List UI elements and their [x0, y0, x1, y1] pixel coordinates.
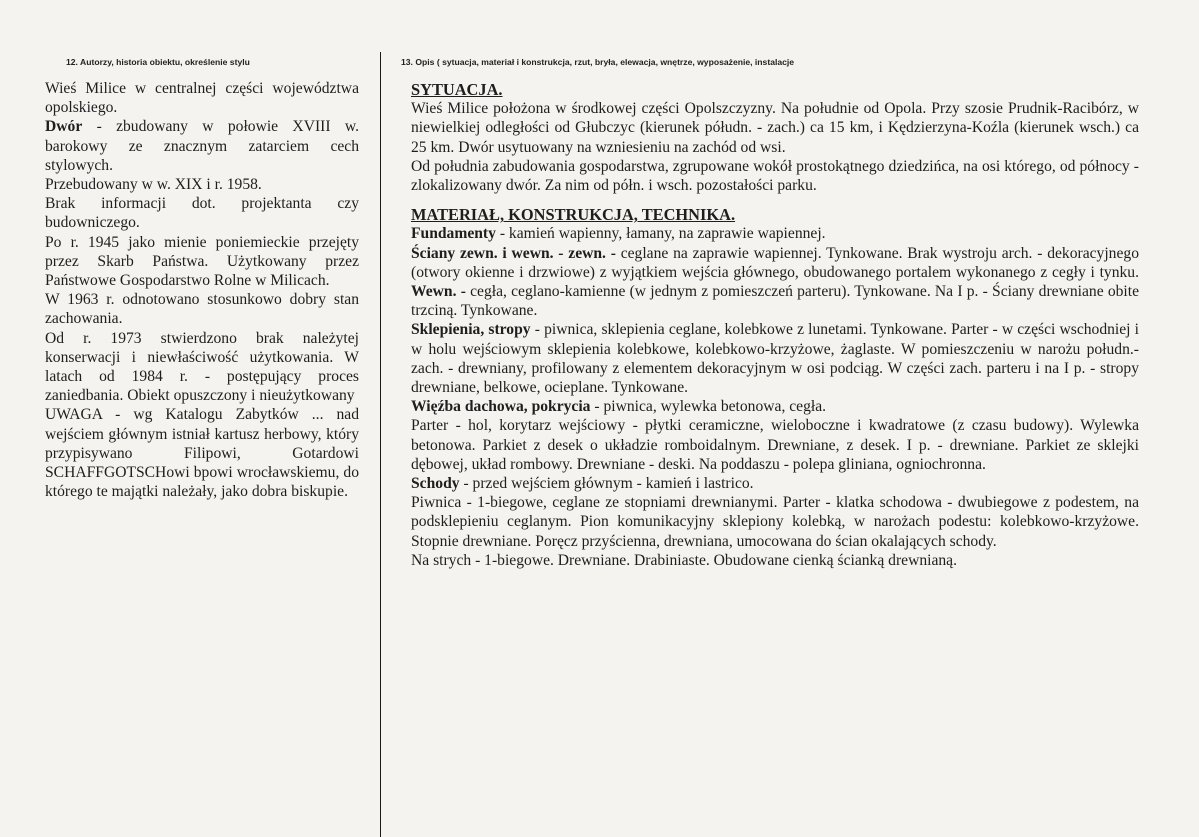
section-13-header: 13. Opis ( sytuacja, materiał i konstrukcja, rzut, bryła, elewacja, wnętrze, wyposażenie, instalacje — [401, 57, 795, 67]
sklepienia-text: - piwnica, sklepienia ceglane, kolebkowe z lunetami. Tynkowane. Parter - w części wschodniej i w holu wejściowym sklepienia kolebkowe, kolebkowo-krzyżowe, żaglaste. W pomieszczeniu w narożu połudn.-zach. - drewniany, profilowany z elementem dekoracyjnym w osi podciąg. W części zach. parteru i na I p. - stropy drewniane, belkowe, ocieplane. Tynkowane. — [411, 321, 1140, 397]
piwnica-paragraph: Piwnica - 1-biegowe, ceglane ze stopniami drewnianymi. Parter - klatka schodowa - dwubiegowe z podestem, na podsklepieniu ceglanym. Pion komunikacyjny sklepiony kolebką, w narożach podestu: kolebkowo-krzyżowe. Stopnie drewniane. Poręcz przyścienna, drewniana, umocowana do ścian okalających schody. — [411, 494, 1139, 550]
history-paragraph: Brak informacji dot. projektanta czy budowniczego. — [45, 195, 359, 232]
wiezba-label: Więźba dachowa, pokrycia — [411, 398, 591, 416]
section-gap — [411, 195, 1139, 205]
schody-text: - przed wejściem głównym - kamień i lastrico. — [459, 475, 754, 493]
sytuacja-paragraph: Od południa zabudowania gospodarstwa, zgrupowane wokół prostokątnego dziedzińca, na osi którego, od północy - zlokalizowany dwór. Za nim od półn. i wsch. pozostałości parku. — [411, 157, 1139, 195]
wewn-label: Wewn. - — [411, 283, 466, 301]
history-note: UWAGA - wg Katalogu Zabytków ... nad wejściem głównym istniał kartusz herbowy, który przypisywano Filipowi, Gotardowi SCHAFFGOTSCHowi bpowi wrocławskiemu, do którego te majątki należały, jako dobra biskupie. — [45, 406, 359, 501]
sytuacja-title: SYTUACJA. — [411, 80, 503, 99]
history-intro: Wieś Milice w centralnej części województwa opolskiego. — [45, 80, 359, 117]
schody-line — [411, 474, 1139, 493]
history-paragraph: Od r. 1973 stwierdzono brak należytej konserwacji i niewłaściwość użytkowania. W latach od 1984 r. - postępujący proces zaniedbania. Obiekt opuszczony i nieużytkowany — [45, 329, 359, 405]
dwor-label: Dwór — [45, 118, 83, 136]
sciany-paragraph — [411, 244, 1139, 321]
schody-label: Schody — [411, 475, 460, 493]
wiezba-line — [411, 397, 1139, 416]
fundamenty-line — [411, 224, 1139, 243]
material-title: MATERIAŁ, KONSTRUKCJA, TECHNIKA. — [411, 205, 736, 225]
sklepienia-paragraph — [411, 320, 1139, 397]
strych-paragraph: Na strych - 1-biegowe. Drewniane. Drabiniaste. Obudowane cienką ścianką drewnianą. — [411, 551, 958, 569]
parter-paragraph: Parter - hol, korytarz wejściowy - płytki ceramiczne, wieloboczne i kwadratowe (z czasu budowy). Wylewka betonowa. Parkiet z desek o układzie romboidalnym. Drewniane, z desek. I p. - drewniane. Parkiet ze sklejki dębowej, układ rombowy. Drewniane - deski. Na poddaszu - polepa gliniana, ogniochronna. — [411, 417, 1139, 473]
sciany-text: ceglane na zaprawie wapiennej. Tynkowane. Brak wystroju arch. - dekoracyjnego (otwory okienne i drzwiowe) z wyjątkiem wejścia głównego, obudowanego portalem wykonanego z cegły i tynku. — [411, 244, 1139, 281]
sklepienia-label: Sklepienia, stropy — [411, 321, 531, 339]
history-dwor — [45, 117, 359, 175]
sciany-label: Ściany zewn. i wewn. - zewn. - — [411, 244, 616, 262]
wiezba-text: - piwnica, wylewka betonowa, cegła. — [590, 398, 827, 416]
dwor-text: - zbudowany w połowie XVIII w. barokowy ze znacznym zatarciem cech stylowych. — [45, 118, 359, 174]
column-divider — [380, 52, 381, 837]
sytuacja-paragraph: Wieś Milice położona w środkowej części Opolszczyzny. Na południe od Opola. Przy szosie Prudnik-Racibórz, w niewielkiej odległości od Głubczyc (kierunek półudn. - zach.) ca 15 km, i Kędzierzyna-Koźla (kierunek wsch.) ca 25 km. Dwór usytuowany na wzniesieniu na zachód od wsi. — [411, 100, 1139, 156]
description-column — [411, 80, 1139, 570]
history-paragraph: W 1963 r. odnotowano stosunkowo dobry stan zachowania. — [45, 291, 359, 328]
history-paragraph: Przebudowany w w. XIX i r. 1958. — [45, 176, 262, 194]
fundamenty-label: Fundamenty — [411, 225, 496, 243]
history-column — [45, 79, 359, 501]
fundamenty-text: - kamień wapienny, łamany, na zaprawie wapiennej. — [495, 225, 826, 243]
section-12-header: 12. Autorzy, historia obiektu, określenie stylu — [66, 57, 250, 67]
wewn-text: cegła, ceglano-kamienne (w jednym z pomieszczeń parteru). Tynkowane. Na I p. - Ściany drewniane obite trzciną. Tynkowane. — [411, 283, 1140, 320]
history-paragraph: Po r. 1945 jako mienie poniemieckie przejęty przez Skarb Państwa. Użytkowany przez Państwowe Gospodarstwo Rolne w Milicach. — [45, 233, 359, 290]
